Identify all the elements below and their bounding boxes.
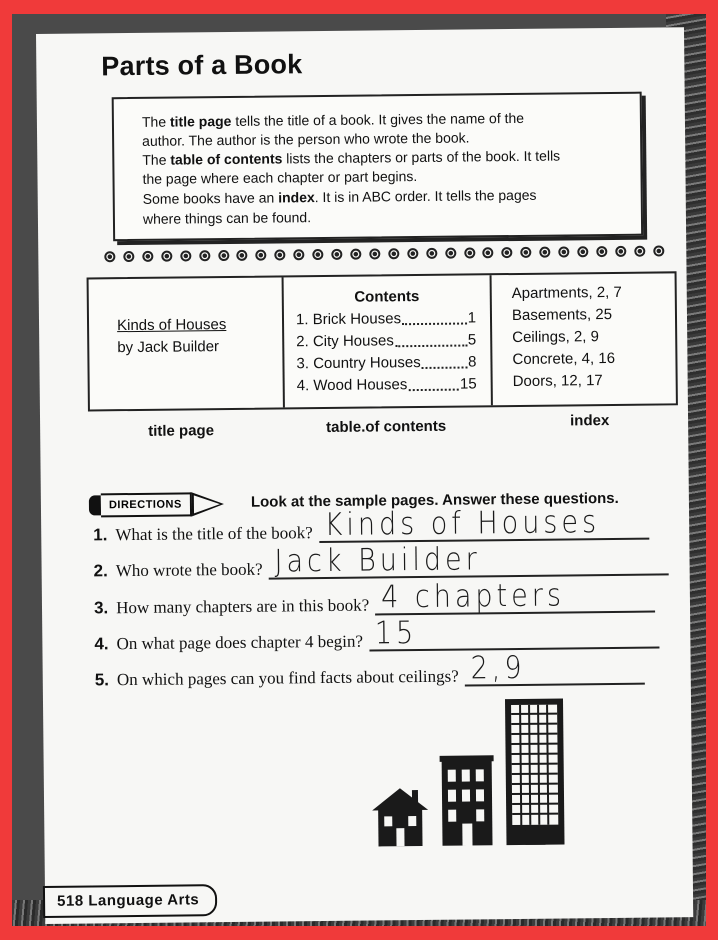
definition-box — [112, 92, 643, 242]
house-icon — [372, 788, 429, 847]
index-entry: Doors, 12, 17 — [512, 372, 603, 391]
question-4-text: On what page does chapter 4 begin? — [116, 631, 364, 654]
question-2: 2. Who wrote the book? Jack Builder — [93, 551, 668, 581]
apartment-tower-icon — [505, 699, 565, 846]
directions-badge: DIRECTIONS — [101, 492, 192, 517]
definition-line-3: The table of contents lists the chapters or parts of the book. It tells — [142, 147, 561, 168]
photo-frame — [12, 14, 706, 926]
decorative-dot-divider — [104, 245, 664, 265]
worksheet-page — [36, 27, 693, 924]
toc-entry: 1. Brick Houses 1 — [295, 309, 477, 329]
answer-2: Jack Builder — [274, 541, 481, 580]
question-5: 5. On which pages can you find facts about ceilings? 2,9 — [95, 661, 645, 691]
page-number-badge: 518 Language Arts — [43, 884, 217, 918]
question-3-text: How many chapters are in this book? — [116, 595, 370, 618]
definition-line-1: The title page tells the title of a book. It gives the name of the — [141, 109, 525, 130]
index-entry: Ceilings, 2, 9 — [512, 328, 600, 347]
buildings-illustration — [361, 688, 573, 850]
sample-table-of-contents — [284, 275, 493, 407]
toc-entry: 2. City Houses 5 — [296, 331, 477, 351]
label-table-of-contents: table.of contents — [326, 417, 447, 436]
answer-1: Kinds of Houses — [324, 504, 601, 544]
sample-pages — [87, 271, 678, 411]
index-entry: Apartments, 2, 7 — [511, 283, 622, 303]
label-title-page: title page — [148, 422, 215, 440]
contents-heading: Contents — [354, 288, 420, 306]
label-index: index — [569, 412, 610, 430]
answer-line-5[interactable] — [465, 650, 645, 687]
question-3: 3. How many chapters are in this book? 4 chapters — [94, 589, 655, 619]
toc-entry: 4. Wood Houses 15 — [296, 375, 477, 395]
page-title: Parts of a Book — [101, 49, 303, 82]
sample-book-title: Kinds of Houses — [116, 316, 227, 335]
sample-index — [492, 273, 676, 405]
answer-5: 2,9 — [470, 650, 526, 687]
answer-line-3[interactable] — [375, 577, 655, 616]
answer-3: 4 chapters — [380, 577, 566, 616]
question-1: 1. What is the title of the book? Kinds of Houses — [93, 516, 649, 546]
townhouse-icon — [440, 755, 495, 846]
definition-line-5: Some books have an index. It is in ABC order. It tells the pages — [142, 186, 537, 207]
definition-line-4: the page where each chapter or part begins. — [142, 168, 418, 187]
answer-4: 15 — [374, 615, 418, 652]
question-5-text: On which pages can you find facts about ceilings? — [116, 666, 459, 690]
question-2-text: Who wrote the book? — [115, 559, 263, 581]
index-entry: Concrete, 4, 16 — [512, 349, 616, 369]
question-1-text: What is the title of the book? — [115, 523, 313, 545]
sample-title-page — [89, 277, 285, 409]
definition-line-6: where things can be found. — [142, 209, 312, 227]
definition-line-2: author. The author is the person who wrote the book. — [142, 129, 470, 149]
question-4: 4. On what page does chapter 4 begin? 15 — [94, 625, 659, 655]
answer-line-4[interactable] — [369, 615, 659, 652]
index-entry: Basements, 25 — [511, 305, 613, 325]
directions-pencil-icon — [89, 492, 224, 517]
sample-book-author: by Jack Builder — [117, 338, 220, 357]
directions-text: Look at the sample pages. Answer these questions. — [250, 489, 619, 511]
toc-entry: 3. Country Houses 8 — [296, 353, 477, 373]
